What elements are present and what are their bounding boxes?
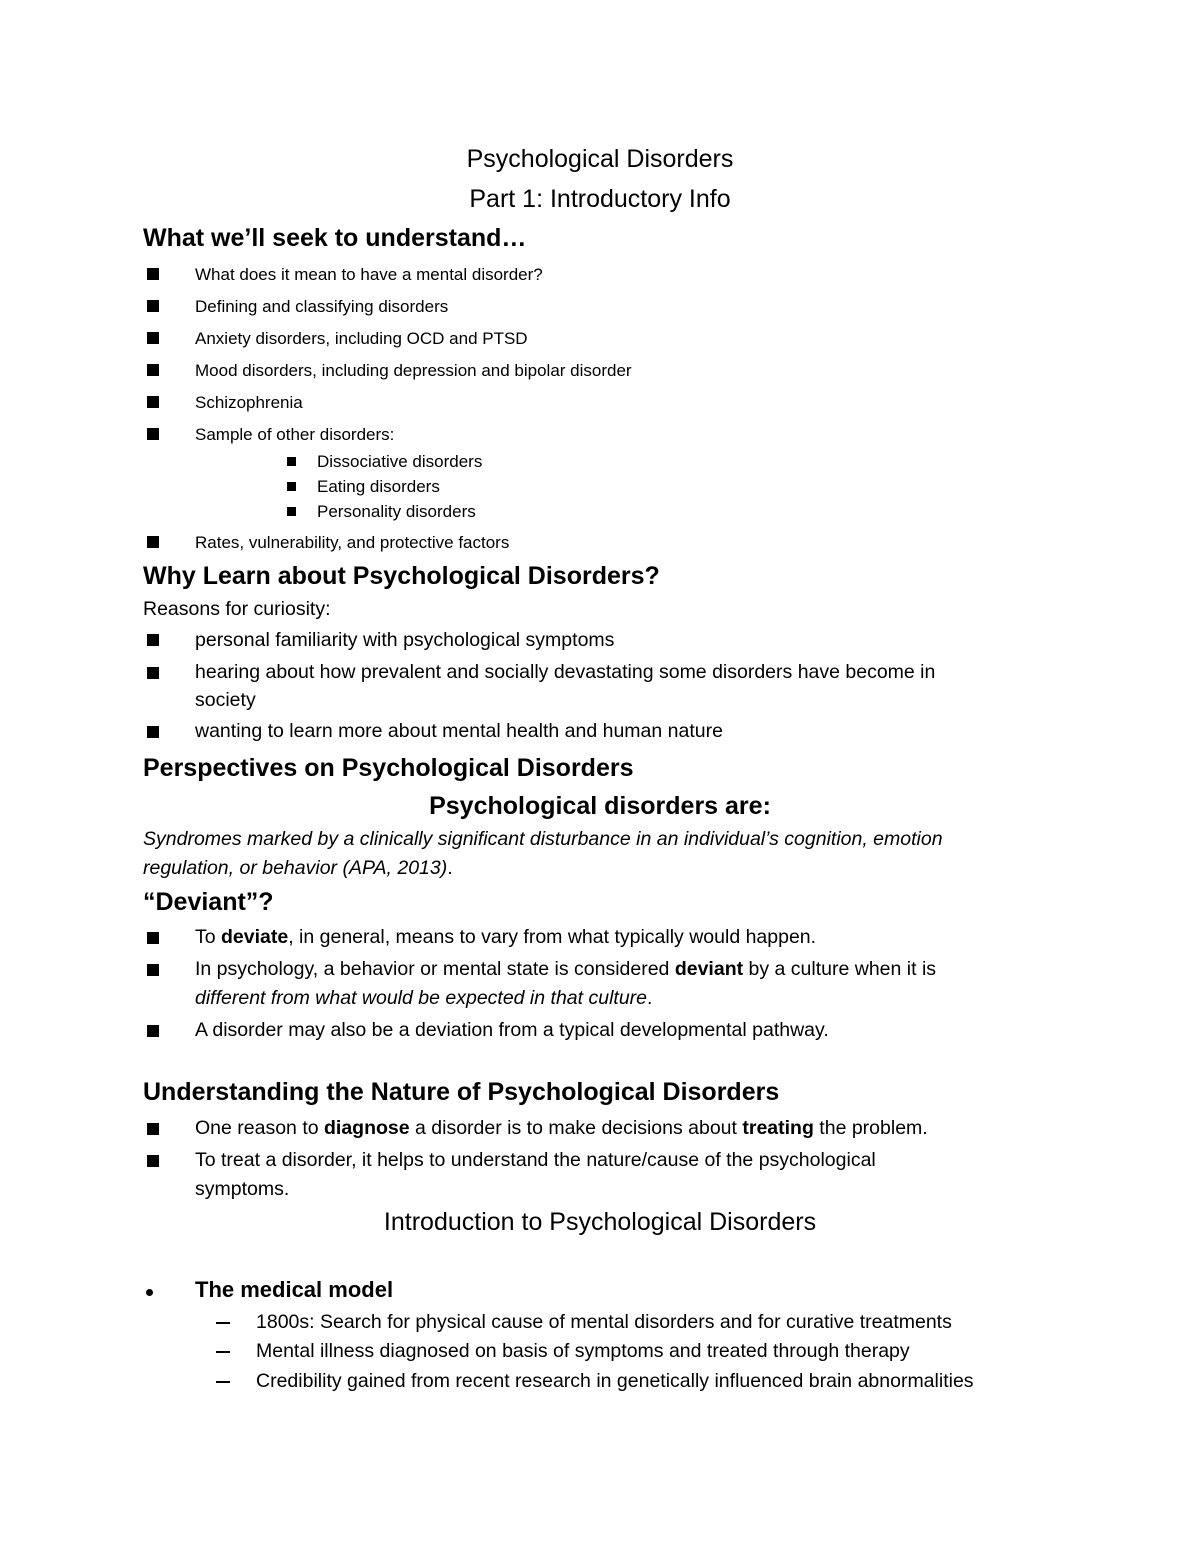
bullet-icon <box>147 634 159 646</box>
list-item: Anxiety disorders, including OCD and PTSD <box>195 329 528 348</box>
dash-icon <box>216 1381 230 1383</box>
sub-list-item: Personality disorders <box>317 502 476 521</box>
definition-text: Syndromes marked by a clinically significant disturbance in an individual’s cognition, emotion <box>143 828 943 850</box>
list-item: Schizophrenia <box>195 393 303 412</box>
sub-list-item: Eating disorders <box>317 477 440 496</box>
heading-nature: Understanding the Nature of Psychological Disorders <box>143 1078 780 1106</box>
sub-list-item: Mental illness diagnosed on basis of symptoms and treated through therapy <box>256 1340 910 1362</box>
list-item: One reason to diagnose a disorder is to make decisions about treating the problem. <box>195 1117 928 1139</box>
bullet-icon <box>147 268 159 280</box>
bullet-icon <box>147 300 159 312</box>
document-title: Psychological Disorders <box>466 145 734 173</box>
list-item-continuation: symptoms. <box>195 1178 290 1200</box>
subheading-disorders-are: Psychological disorders are: <box>429 792 771 820</box>
heading-introduction: Introduction to Psychological Disorders <box>383 1208 817 1236</box>
bullet-icon <box>147 396 159 408</box>
bullet-icon <box>147 726 159 738</box>
sub-list-item: Dissociative disorders <box>317 452 483 471</box>
list-item: A disorder may also be a deviation from a typical developmental pathway. <box>195 1019 829 1041</box>
bullet-icon <box>147 1025 159 1037</box>
list-item: hearing about how prevalent and socially devastating some disorders have become in <box>195 661 936 683</box>
list-item: What does it mean to have a mental disorder? <box>195 265 543 284</box>
bullet-icon <box>147 964 159 976</box>
bullet-icon <box>147 667 159 679</box>
sub-bullet-icon <box>287 507 296 516</box>
sub-list-item: 1800s: Search for physical cause of mental disorders and for curative treatments <box>256 1311 952 1333</box>
list-item: personal familiarity with psychological symptoms <box>195 629 615 651</box>
bullet-icon <box>147 536 159 548</box>
bullet-icon <box>147 1123 159 1135</box>
list-item-continuation: different from what would be expected in that culture. <box>195 987 653 1009</box>
heading-why: Why Learn about Psychological Disorders? <box>143 562 660 590</box>
list-item-continuation: society <box>195 689 256 711</box>
list-item: Sample of other disorders: <box>195 425 395 444</box>
heading-deviant: “Deviant”? <box>143 888 274 916</box>
sub-list-item: Credibility gained from recent research in genetically influenced brain abnormalities <box>256 1370 974 1392</box>
bullet-icon <box>146 1289 153 1296</box>
bullet-icon <box>147 332 159 344</box>
sub-bullet-icon <box>287 457 296 466</box>
bullet-icon <box>147 364 159 376</box>
heading-understand: What we’ll seek to understand… <box>143 224 527 252</box>
dash-icon <box>216 1322 230 1324</box>
list-item: wanting to learn more about mental health and human nature <box>195 720 723 742</box>
list-item: The medical model <box>195 1277 394 1302</box>
dash-icon <box>216 1351 230 1353</box>
list-item: Mood disorders, including depression and bipolar disorder <box>195 361 632 380</box>
definition-text: regulation, or behavior (APA, 2013). <box>143 857 453 879</box>
list-item: Rates, vulnerability, and protective factors <box>195 533 510 552</box>
sub-bullet-icon <box>287 482 296 491</box>
heading-perspectives: Perspectives on Psychological Disorders <box>143 754 634 782</box>
list-item: To treat a disorder, it helps to understand the nature/cause of the psychological <box>195 1149 876 1171</box>
bullet-icon <box>147 932 159 944</box>
list-item: To deviate, in general, means to vary from what typically would happen. <box>195 926 817 948</box>
bullet-icon <box>147 1155 159 1167</box>
bullet-icon <box>147 428 159 440</box>
list-item: In psychology, a behavior or mental state is considered deviant by a culture when it is <box>195 958 937 980</box>
why-intro: Reasons for curiosity: <box>143 598 331 620</box>
list-item: Defining and classifying disorders <box>195 297 449 316</box>
document-subtitle: Part 1: Introductory Info <box>469 185 731 213</box>
